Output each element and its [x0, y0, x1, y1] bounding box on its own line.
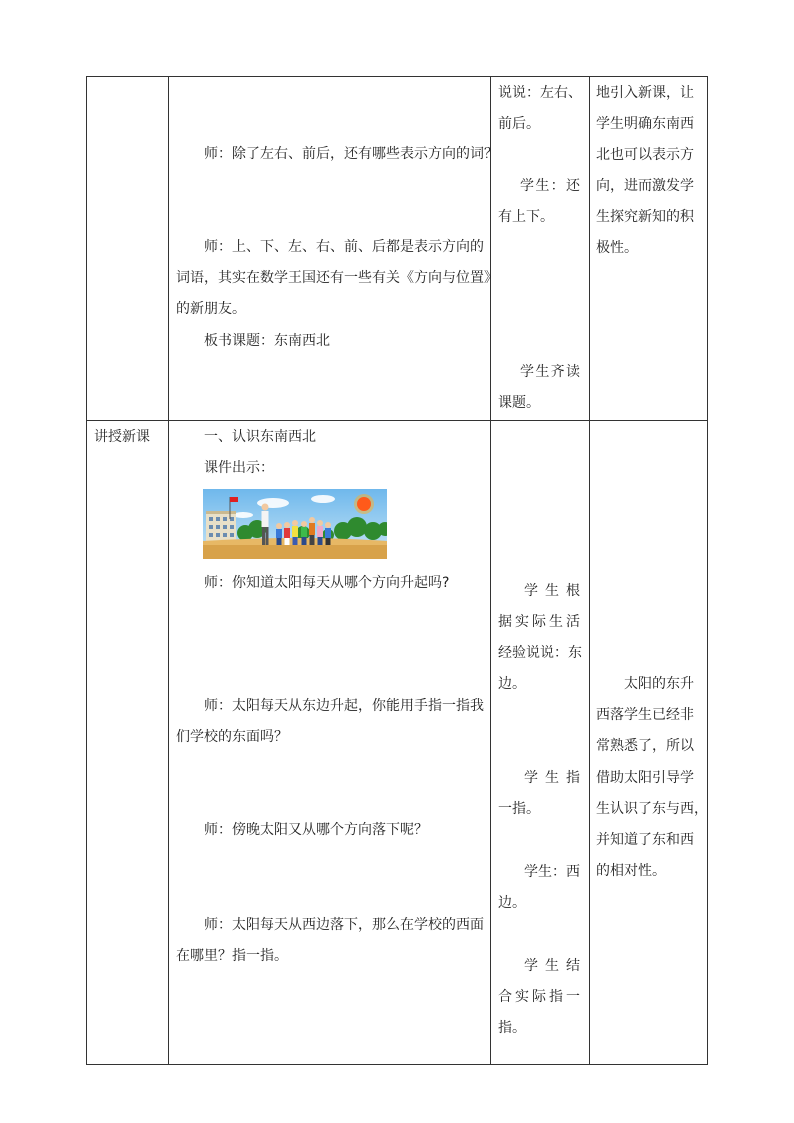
sun-icon — [354, 494, 374, 514]
intent-line: 地引入新课，让 — [596, 85, 694, 101]
intent-line: 极性。 — [596, 240, 638, 256]
intent-line: 西落学生已经非 — [596, 707, 694, 723]
student-line: 学生结 — [524, 958, 580, 974]
teacher-line: 师：傍晚太阳又从哪个方向落下呢？ — [204, 822, 428, 838]
courseware-illustration — [203, 489, 387, 559]
teacher-line: 师：太阳每天从西边落下，那么在学校的西面 — [204, 917, 484, 933]
teacher-line: 师：除了左右、前后，还有哪些表示方向的词？ — [204, 146, 498, 162]
teacher-line: 的新朋友。 — [176, 301, 246, 317]
intent-line: 借助太阳引导学 — [596, 770, 694, 786]
section-heading: 一、认识东南西北 — [204, 429, 316, 445]
table-border-bottom — [86, 1064, 708, 1065]
student-line: 指。 — [498, 1020, 526, 1036]
student-line: 边。 — [498, 895, 526, 911]
student-line: 学生：西 — [524, 864, 580, 880]
student-line: 学生根 — [524, 583, 580, 599]
column-divider-1 — [168, 76, 169, 1065]
student-line: 课题。 — [498, 395, 540, 411]
teacher-line: 在哪里？指一指。 — [176, 948, 288, 964]
table-border-right — [707, 76, 708, 1065]
column-divider-2 — [490, 76, 491, 1065]
row-divider — [86, 420, 708, 421]
intent-line: 生认识了东与西， — [596, 801, 708, 817]
table-border-left — [86, 76, 87, 1065]
teacher-line: 词语，其实在数学王国还有一些有关《方向与位置》 — [176, 270, 498, 286]
student-line: 学生齐读 — [520, 364, 580, 380]
intent-line: 向，进而激发学 — [596, 178, 694, 194]
intent-line: 学生明确东南西 — [596, 116, 694, 132]
intent-line: 北也可以表示方 — [596, 147, 694, 163]
teacher-line: 们学校的东面吗？ — [176, 729, 288, 745]
student-line: 前后。 — [498, 116, 540, 132]
student-line: 学生：还 — [520, 178, 580, 194]
intent-line: 常熟悉了，所以 — [596, 738, 694, 754]
teacher-line: 师：太阳每天从东边升起，你能用手指一指我 — [204, 698, 484, 714]
board-title-line: 板书课题：东南西北 — [204, 333, 330, 349]
student-line: 据实际生活 — [498, 614, 580, 630]
student-line: 说说：左右、 — [498, 85, 582, 101]
table-border-top — [86, 76, 708, 77]
intent-line: 并知道了东和西 — [596, 832, 694, 848]
student-line: 经验说说：东 — [498, 645, 582, 661]
intent-line: 太阳的东升 — [624, 676, 694, 692]
intent-line: 的相对性。 — [596, 863, 666, 879]
stage-label: 讲授新课 — [94, 429, 150, 445]
column-divider-3 — [589, 76, 590, 1065]
teacher-line: 师：上、下、左、右、前、后都是表示方向的 — [204, 239, 484, 255]
student-line: 有上下。 — [498, 209, 554, 225]
student-line: 合实际指一 — [498, 989, 580, 1005]
student-line: 边。 — [498, 676, 526, 692]
student-line: 学生指 — [524, 770, 580, 786]
teacher-line: 课件出示： — [204, 460, 274, 476]
teacher-line: 师：你知道太阳每天从哪个方向升起吗? — [204, 575, 450, 591]
intent-line: 生探究新知的积 — [596, 209, 694, 225]
student-line: 一指。 — [498, 801, 540, 817]
